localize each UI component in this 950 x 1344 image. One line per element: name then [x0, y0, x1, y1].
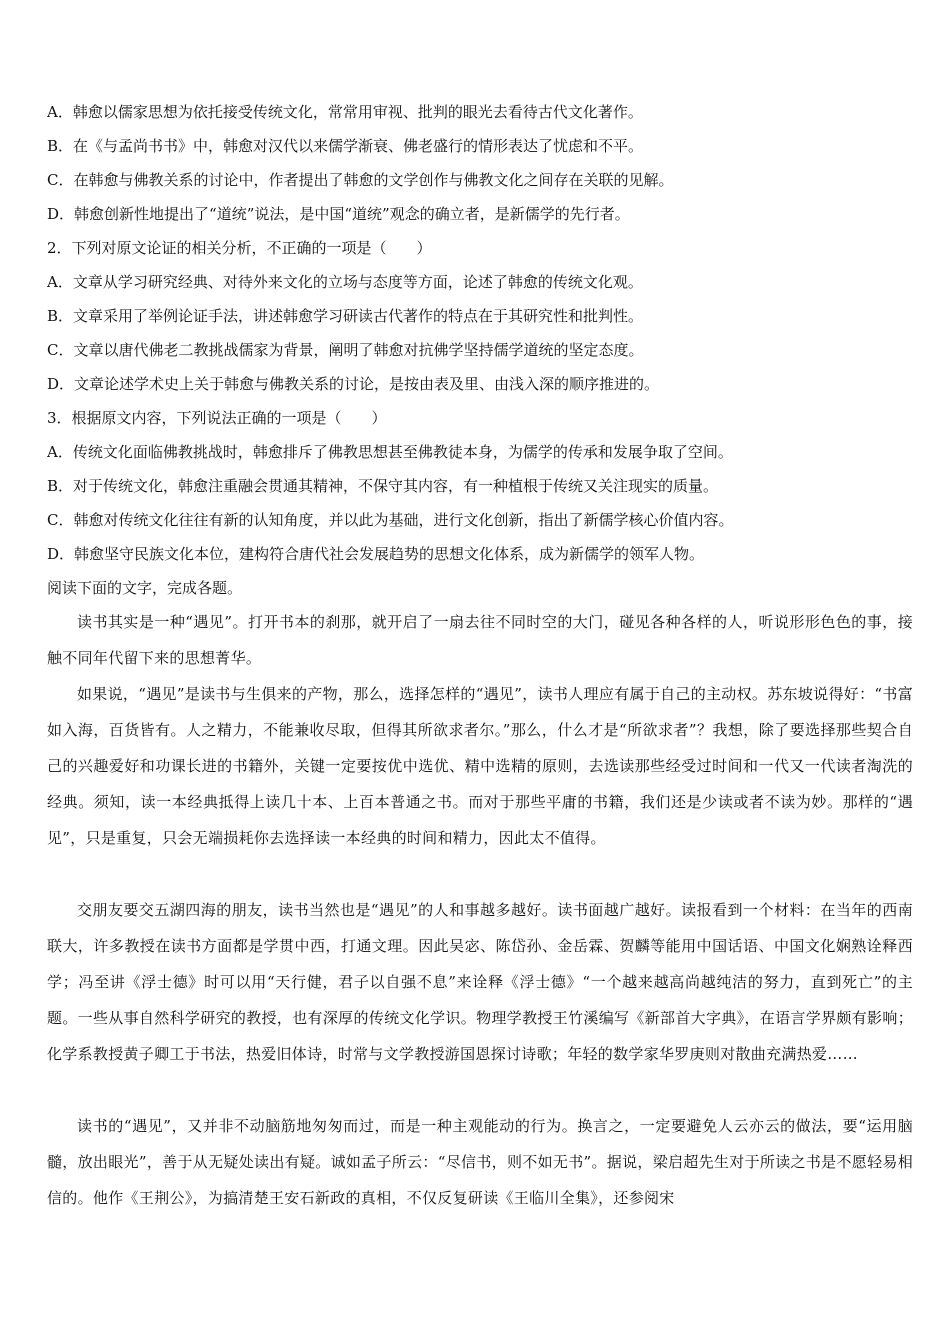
passage-paragraph-2: 如果说，“遇见”是读书与生俱来的产物，那么，选择怎样的“遇见”，读书人理应有属于自己的主动权。苏东坡说得好：“书富如入海，百货皆有。人之精力，不能兼收尽取，但得其所欲求者尔。”那么，什么才是“所欲求者”？我想，除了要选择那些契合自己的兴趣爱好和功课长进的书籍外，关键一定要按优中选优、精中选精的原则，去选读那些经受过时间和一代又一代读者淘洗的经典。须知，读一本经典抵得上读几十本、上百本普通之书。而对于那些平庸的书籍，我们还是少读或者不读为妙。那样的“遇见”，只是重复，只会无端损耗你去选择读一本经典的时间和精力，因此太不值得。 — [47, 685, 913, 847]
q2-option-d: D．文章论述学术史上关于韩愈与佛教关系的讨论，是按由表及里、由浅入深的顺序推进的。 — [47, 375, 660, 393]
q3-option-a: A．传统文化面临佛教挑战时，韩愈排斥了佛教思想甚至佛教徒本身，为儒学的传承和发展争取了空间。 — [47, 443, 733, 461]
q1-option-a: A．韩愈以儒家思想为依托接受传统文化，常常用审视、批判的眼光去看待古代文化著作。 — [47, 103, 643, 121]
passage-paragraph-3: 交朋友要交五湖四海的朋友，读书当然也是“遇见”的人和事越多越好。读书面越广越好。读报看到一个材料：在当年的西南联大，许多教授在读书方面都是学贯中西，打通文理。因此吴宓、陈岱孙、金岳霖、贺麟等能用中国话语、中国文化娴熟诠释西学；冯至讲《浮士德》时可以用“天行健，君子以自强不息”来诠释《浮士德》“一个越来越高尚越纯洁的努力，直到死亡”的主题。一些从事自然科学研究的教授，也有深厚的传统文化学识。物理学教授王竹溪编写《新部首大字典》，在语言学界颇有影响；化学系教授黄子卿工于书法，热爱旧体诗，时常与文学教授游国恩探讨诗歌；年轻的数学家华罗庚则对散曲充满热爱…… — [47, 901, 913, 1063]
passage-paragraph-4: 读书的“遇见”，又并非不动脑筋地匆匆而过，而是一种主观能动的行为。换言之，一定要避免人云亦云的做法，要“运用脑髓，放出眼光”，善于从无疑处读出有疑。诚如孟子所云：“尽信书，则不如无书”。据说，梁启超先生对于所读之书是不愿轻易相信的。他作《王荆公》，为搞清楚王安石新政的真相，不仅反复研读《王临川全集》，还参阅宋 — [47, 1117, 913, 1207]
q2-stem: 2．下列对原文论证的相关分析，不正确的一项是（ ） — [47, 239, 432, 257]
q3-option-c: C．韩愈对传统文化往往有新的认知角度，并以此为基础，进行文化创新，指出了新儒学核心价值内容。 — [47, 511, 734, 529]
q2-option-c: C．文章以唐代佛老二教挑战儒家为背景，阐明了韩愈对抗佛学坚持儒学道统的坚定态度。 — [47, 341, 644, 359]
passage-paragraph-1: 读书其实是一种“遇见”。打开书本的刹那，就开启了一扇去往不同时空的大门，碰见各种各样的人，听说形形色色的事，接触不同年代留下来的思想菁华。 — [47, 613, 913, 667]
q2-option-b: B．文章采用了举例论证手法，讲述韩愈学习研读古代著作的特点在于其研究性和批判性。 — [47, 307, 644, 325]
q1-option-c: C．在韩愈与佛教关系的讨论中，作者提出了韩愈的文学创作与佛教文化之间存在关联的见解。 — [47, 171, 674, 189]
q2-option-a: A．文章从学习研究经典、对待外来文化的立场与态度等方面，论述了韩愈的传统文化观。 — [47, 273, 643, 291]
q1-option-d: D．韩愈创新性地提出了“道统”说法，是中国“道统”观念的确立者，是新儒学的先行者。 — [47, 205, 630, 223]
q1-option-b: B．在《与孟尚书书》中，韩愈对汉代以来儒学渐衰、佛老盛行的情形表达了忧虑和不平。 — [47, 137, 644, 155]
q3-option-b: B．对于传统文化，韩愈注重融会贯通其精神，不保守其内容，有一种植根于传统又关注现实的质量。 — [47, 477, 719, 495]
q3-option-d: D．韩愈坚守民族文化本位，建构符合唐代社会发展趋势的思想文化体系，成为新儒学的领军人物。 — [47, 545, 705, 563]
q3-stem: 3．根据原文内容，下列说法正确的一项是（ ） — [47, 409, 387, 427]
reading-instruction: 阅读下面的文字，完成各题。 — [47, 579, 243, 597]
